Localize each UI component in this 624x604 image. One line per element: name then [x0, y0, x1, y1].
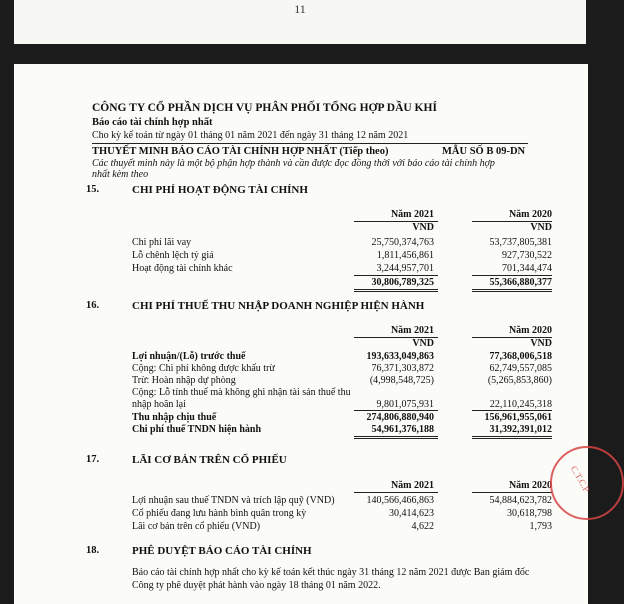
stamp-text: C.T.C.P — [568, 464, 592, 494]
value-2021: 25,750,374,763 — [371, 237, 434, 248]
row-label: Cộng: Lỗ tính thuế mà không ghi nhận tài sản thuế thu — [132, 387, 351, 398]
row-label: Lợi nhuận/(Lỗ) trước thuế — [132, 351, 246, 362]
company-name: CÔNG TY CỔ PHẦN DỊCH VỤ PHÂN PHỐI TỔNG HỢP DẦU KHÍ — [92, 102, 437, 114]
s16-subtotal-rule-1 — [354, 410, 438, 411]
value-2020: (5,265,853,860) — [487, 375, 552, 386]
s16-year-2021: Năm 2021 — [390, 325, 434, 336]
table-row — [132, 412, 552, 424]
section-15-title: CHI PHÍ HOẠT ĐỘNG TÀI CHÍNH — [132, 184, 308, 196]
table-row — [132, 521, 552, 533]
total-2021: 30,806,789,325 — [371, 277, 434, 288]
s16-unit-1: VND — [412, 338, 434, 349]
previous-page-number: 11 — [294, 2, 306, 16]
s16-year-2020: Năm 2020 — [508, 325, 552, 336]
row-label: Chi phí thuế TNDN hiện hành — [132, 424, 262, 435]
s15-year-2020: Năm 2020 — [508, 209, 552, 220]
value-2021: 54,961,376,188 — [371, 424, 434, 435]
s15-total-rule-2 — [472, 275, 552, 276]
section-18-number: 18. — [86, 545, 100, 556]
form-code: MẪU SỐ B 09-DN — [442, 146, 526, 157]
value-2020: 54,884,623,782 — [489, 495, 552, 506]
table-row — [132, 375, 552, 387]
s17-col1-rule — [354, 492, 438, 493]
value-2021: (4,998,548,725) — [369, 375, 434, 386]
table-row — [132, 263, 552, 275]
s16-subtotal-rule-2 — [472, 410, 552, 411]
company-seal-stamp — [550, 446, 624, 520]
row-label: Lãi cơ bản trên cổ phiếu (VND) — [132, 521, 261, 532]
table-row — [132, 237, 552, 249]
value-2020: 1,793 — [529, 521, 552, 532]
report-subtitle: Báo cáo tài chính hợp nhất — [92, 117, 213, 128]
value-2020: 53,737,805,381 — [489, 237, 552, 248]
row-label: Lỗ chênh lệch tỷ giá — [132, 250, 214, 261]
document-page[interactable] — [14, 64, 592, 604]
value-2021: 140,566,466,863 — [366, 495, 434, 506]
section-15-number: 15. — [86, 184, 100, 195]
s16-double-rule-1 — [354, 436, 438, 439]
value-2020: 77,368,006,518 — [489, 351, 552, 362]
table-row — [132, 351, 552, 363]
section-17-title: LÃI CƠ BẢN TRÊN CỔ PHIẾU — [132, 454, 287, 466]
s16-double-rule-2 — [472, 436, 552, 439]
row-label: Cộng: Chi phí không được khấu trừ — [132, 363, 275, 374]
s16-unit-2: VND — [530, 338, 552, 349]
s15-double-rule-1 — [354, 289, 438, 292]
table-row — [132, 387, 552, 399]
notes-description: Các thuyết minh này là một bộ phận hợp thành và cần được đọc đồng thời với báo cáo tài chính hợp nhất kèm theo — [92, 158, 495, 180]
value-2020: 156,961,955,061 — [484, 412, 552, 423]
header-divider — [92, 143, 528, 144]
value-2020: 701,344,474 — [502, 263, 552, 274]
row-label: Trừ: Hoàn nhập dự phòng — [132, 375, 236, 386]
row-label: Hoạt động tài chính khác — [132, 263, 233, 274]
value-2021: 30,414,623 — [389, 508, 434, 519]
s15-unit-2: VND — [530, 222, 552, 233]
value-2020: 30,618,798 — [507, 508, 552, 519]
approval-paragraph: Báo cáo tài chính hợp nhất cho kỳ kế toán kết thúc ngày 31 tháng 12 năm 2021 được Ban giám đốc Công ty phê duyệt phát hành vào ngày 18 tháng 01 năm 2022. — [132, 567, 530, 591]
row-label-continued: nhập hoãn lại — [132, 399, 186, 410]
table-row — [132, 495, 552, 507]
section-17-number: 17. — [86, 454, 100, 465]
value-2021: 193,633,049,863 — [366, 351, 434, 362]
notes-title: THUYẾT MINH BÁO CÁO TÀI CHÍNH HỢP NHẤT (Tiếp theo) — [92, 146, 389, 157]
s17-year-2021: Năm 2021 — [390, 480, 434, 491]
section-18-title: PHÊ DUYỆT BÁO CÁO TÀI CHÍNH — [132, 545, 312, 557]
value-2021: 3,244,957,701 — [376, 263, 434, 274]
value-2021: 4,622 — [411, 521, 434, 532]
row-label: Thu nhập chịu thuế — [132, 412, 217, 423]
value-2021: 9,801,075,931 — [376, 399, 434, 410]
value-2020: 22,110,245,318 — [489, 399, 552, 410]
row-label: Lợi nhuận sau thuế TNDN và trích lập quỹ (VND) — [132, 495, 335, 506]
s15-unit-1: VND — [412, 222, 434, 233]
table-row — [132, 508, 552, 520]
previous-page-strip — [14, 0, 586, 44]
table-total-row — [132, 424, 552, 436]
value-2020: 927,730,522 — [502, 250, 552, 261]
section-16-number: 16. — [86, 300, 100, 311]
value-2021: 76,371,303,872 — [371, 363, 434, 374]
table-row — [132, 250, 552, 262]
value-2021: 1,811,456,861 — [376, 250, 434, 261]
value-2021: 274,806,880,940 — [366, 412, 434, 423]
table-row — [132, 363, 552, 375]
s17-col2-rule — [472, 492, 552, 493]
value-2020: 62,749,557,085 — [489, 363, 552, 374]
value-2020: 31,392,391,012 — [489, 424, 552, 435]
total-2020: 55,366,880,377 — [489, 277, 552, 288]
s15-double-rule-2 — [472, 289, 552, 292]
section-16-title: CHI PHÍ THUẾ THU NHẬP DOANH NGHIỆP HIỆN HÀNH — [132, 300, 425, 312]
table-total-row — [132, 277, 552, 289]
s15-year-2021: Năm 2021 — [390, 209, 434, 220]
report-period: Cho kỳ kế toán từ ngày 01 tháng 01 năm 2021 đến ngày 31 tháng 12 năm 2021 — [92, 130, 409, 141]
row-label: Cổ phiếu đang lưu hành bình quân trong kỳ — [132, 508, 307, 519]
row-label: Chi phí lãi vay — [132, 237, 192, 248]
s17-year-2020: Năm 2020 — [508, 480, 552, 491]
s15-total-rule-1 — [354, 275, 438, 276]
